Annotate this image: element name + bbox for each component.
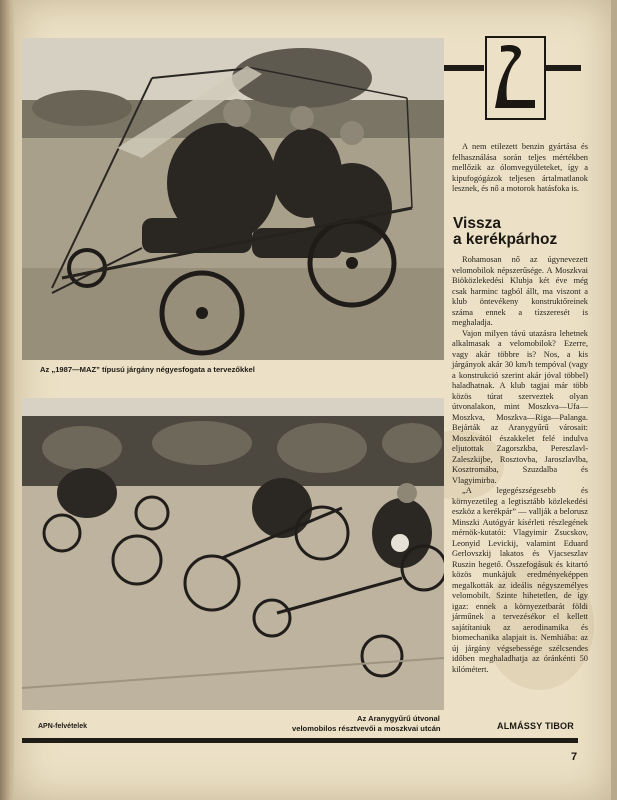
photo-credit: APN-felvételek xyxy=(38,723,88,730)
headline-line2: a kerékpárhoz xyxy=(453,231,558,248)
stylized-L-logo-icon xyxy=(485,36,546,120)
top-rule-left xyxy=(444,65,484,71)
article-headline xyxy=(453,216,557,248)
intro-paragraph: A nem etilezett benzin gyártása és felhasználása során teljes mértékben mellőzik az ólomvegyületeket, így a kipufogógázok teljesen ártalmatlanok lesznek, és nő a motorok hatásfoka is. xyxy=(452,142,588,193)
author-name: ALMÁSSY TIBOR xyxy=(497,721,574,731)
body-paragraph-3: „A legegészségesebb és környezetileg a legtisztább közlekedési eszköz a kerékpár” — vallják a belorusz Minszki Autógyár kísérleti részlegének mérnök-kutatói: Vlagyimir Zsucskov, Leonyid Levickij, valamint Eduard Gerlovszkij lakatos és Vjacseszlav Ruszin hegető. Összefogásuk és kitartó közös munkájuk eredményeképpen megalkották az ideális négyszemélyes velomobilt. Szinte hihetetlen, de így igaz: ennek a környezetbarát földi járműnek a tervezésékor el kellett sajátítaniuk az aerodinamika és biomechanika alapjait is. Nemhiába: az új járgány végsebessége szélcsendes időben meghaladhatja az óránkénti 50 kilómétert. xyxy=(452,486,588,674)
caption-photo-top: Az „1987—MAZ” típusú járgány négyesfogata a tervezőkkel xyxy=(40,365,255,374)
body-paragraph-1: Rohamosan nő az úgynevezett velomobilok népszerűsége. A Moszkvai Biöközlekedési Klubja két éve még csak harminc tagból állt, ma viszont a klub öntevékeny konstruktőreinek száma ennek a tízszeresét is meghaladja. xyxy=(452,255,588,327)
caption-photo-bottom-line1: Az Aranygyűrű útvonal xyxy=(357,714,440,723)
bottom-rule xyxy=(22,738,578,743)
photo-velomobile-rally xyxy=(22,398,444,710)
page-number: 7 xyxy=(571,751,578,763)
caption-photo-bottom-line2: velomobilos résztvevői a moszkvai utcán xyxy=(292,724,441,733)
photo-velomobile-team xyxy=(22,38,444,360)
article-body xyxy=(452,255,588,675)
body-paragraph-2: Vajon milyen távú utazásra lehetnek alkalmasak a velomobilok? Ezerre, vagy akár többre is? Nos, a kis járgányok akár 30 km/h tempóval (vagy a konstrukció szerint akár jóval többel) haladhatnak. A klub tagjai már több közös túrat szerveztek olyan útvonalakon, mint Moszkva—Ufa—Moszkva, Moszkva—Riga—Palanga. Bejárták az Aranygyűrű városait: Moszkvától északkelet felé indulva eljutottak Zagorszkba, Pereszlavl-Zaleszkijbe, Rosztovba, Jaroszlavlba, Kosztromába, Szuzdalba és Vlagyimirba. xyxy=(452,328,588,485)
headline-line1: Vissza xyxy=(453,215,501,232)
top-rule-right xyxy=(543,65,581,71)
article-intro xyxy=(452,142,588,195)
